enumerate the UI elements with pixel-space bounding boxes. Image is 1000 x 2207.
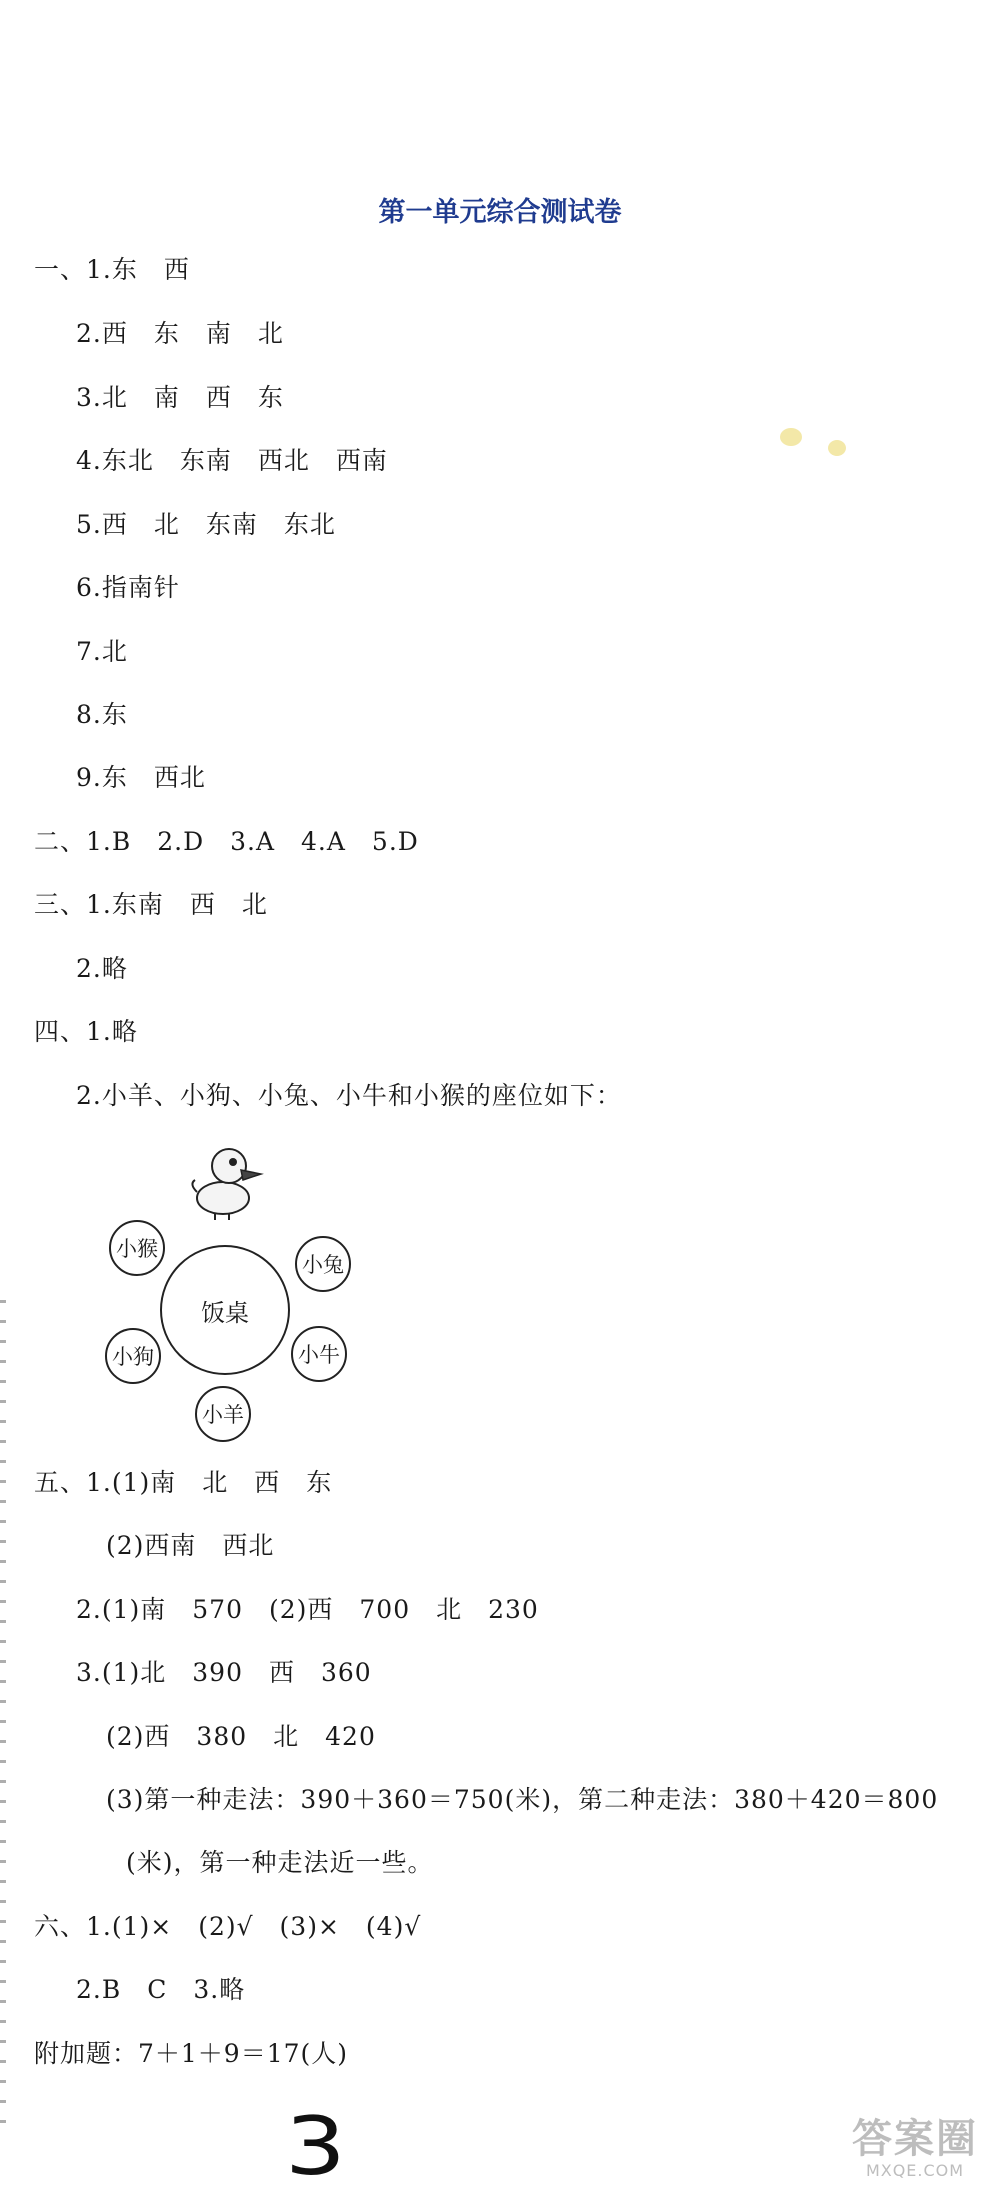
seat-ox: 小牛 xyxy=(291,1326,347,1382)
answer-line: 附加题：7＋1＋9＝17(人) xyxy=(34,2039,349,2068)
paper-stain xyxy=(828,440,846,456)
answer-line: 7.北 xyxy=(76,637,128,666)
seating-diagram xyxy=(95,1140,395,1440)
scan-edge xyxy=(0,1300,6,2140)
seat-monkey: 小猴 xyxy=(109,1220,165,1276)
answer-line: 六、1.(1)× (2)√ (3)× (4)√ xyxy=(34,1912,422,1941)
duck-icon xyxy=(185,1140,265,1220)
answer-line: 2.B C 3.略 xyxy=(76,1975,246,2004)
answer-line: 四、1.略 xyxy=(34,1017,138,1046)
answer-line: 5.西 北 东南 东北 xyxy=(76,510,336,539)
answer-line: (2)西南 西北 xyxy=(106,1531,275,1560)
answer-line: (米)，第一种走法近一些。 xyxy=(126,1848,434,1877)
table-circle: 饭桌 xyxy=(160,1245,290,1375)
answer-line: 2.略 xyxy=(76,954,128,983)
page-title: 第一单元综合测试卷 xyxy=(378,197,622,228)
answer-line: 2.(1)南 570 (2)西 700 北 230 xyxy=(76,1595,539,1624)
answer-line: 2.西 东 南 北 xyxy=(76,319,284,348)
paper-stain xyxy=(780,428,802,446)
answer-line: 五、1.(1)南 北 西 东 xyxy=(34,1468,333,1497)
answer-line: 二、1.B 2.D 3.A 4.A 5.D xyxy=(34,827,419,856)
answer-line: 3.北 南 西 东 xyxy=(76,383,284,412)
answer-line: (2)西 380 北 420 xyxy=(106,1722,376,1751)
watermark xyxy=(840,2117,990,2197)
seat-rabbit: 小兔 xyxy=(295,1236,351,1292)
answer-line: 4.东北 东南 西北 西南 xyxy=(76,446,388,475)
answer-line: 3.(1)北 390 西 360 xyxy=(76,1658,372,1687)
answer-line: 6.指南针 xyxy=(76,573,180,602)
seat-dog: 小狗 xyxy=(105,1328,161,1384)
watermark-url: MXQE.COM xyxy=(865,2161,965,2180)
answer-line: 2.小羊、小狗、小兔、小牛和小猴的座位如下： xyxy=(76,1081,622,1110)
answer-line: (3)第一种走法：390＋360＝750(米)，第二种走法：380＋420＝800 xyxy=(106,1785,939,1814)
answer-line: 8.东 xyxy=(76,700,128,729)
answer-line: 三、1.东南 西 北 xyxy=(34,890,268,919)
watermark-logo: 答案圈 xyxy=(852,2116,978,2162)
answer-line: 9.东 西北 xyxy=(76,763,206,792)
seat-sheep: 小羊 xyxy=(195,1386,251,1442)
answer-line: 一、1.东 西 xyxy=(34,255,190,284)
page-mark: 3 xyxy=(284,2100,346,2193)
